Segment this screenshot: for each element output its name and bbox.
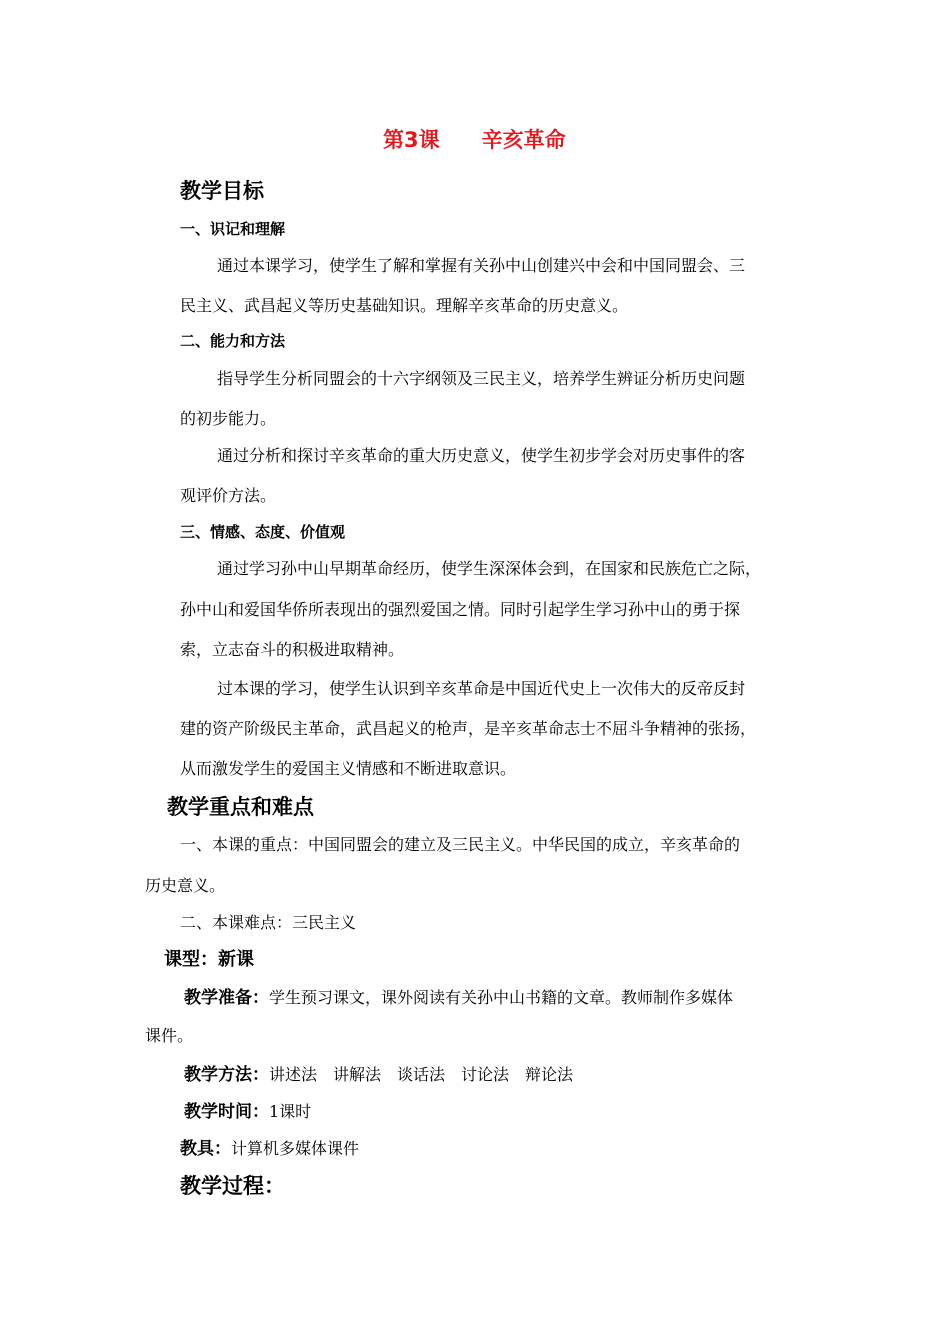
prep-row — [184, 983, 733, 1008]
paragraph-line: 通过学习孙中山早期革命经历，使学生深深体会到，在国家和民族危亡之际， — [217, 559, 762, 578]
tools-label: 教具： — [180, 1139, 231, 1159]
time-value: 1课时 — [269, 1102, 312, 1121]
paragraph-line: 的初步能力。 — [180, 409, 277, 428]
prep-value: 学生预习课文，课外阅读有关孙中山书籍的文章。教师制作多媒体 — [269, 988, 734, 1007]
paragraph-line: 一、本课的重点：中国同盟会的建立及三民主义。中华民国的成立，辛亥革命的 — [180, 835, 741, 854]
objectives-heading: 教学目标 — [180, 179, 264, 203]
method-value: 讲述法 讲解法 谈话法 讨论法 辩论法 — [269, 1065, 574, 1084]
lesson-type: 课型：新课 — [164, 949, 254, 970]
paragraph-line: 建的资产阶级民主革命，武昌起义的枪声，是辛亥革命志士不屈斗争精神的张扬， — [180, 719, 757, 738]
tools-value: 计算机多媒体课件 — [231, 1139, 360, 1158]
objective-section-1-heading: 一、识记和理解 — [180, 220, 286, 238]
process-heading: 教学过程： — [180, 1174, 285, 1198]
paragraph-line: 通过本课学习，使学生了解和掌握有关孙中山创建兴中会和中国同盟会、三 — [217, 256, 746, 275]
paragraph-line: 通过分析和探讨辛亥革命的重大历史意义，使学生初步学会对历史事件的客 — [217, 446, 746, 465]
paragraph-line: 二、本课难点：三民主义 — [180, 913, 357, 932]
objective-section-3-heading: 三、情感、态度、价值观 — [180, 523, 346, 541]
paragraph-line: 观评价方法。 — [180, 486, 277, 505]
prep-label: 教学准备： — [184, 988, 269, 1008]
method-label: 教学方法： — [184, 1065, 269, 1085]
paragraph-line: 课件。 — [145, 1026, 194, 1045]
paragraph-line: 孙中山和爱国华侨所表现出的强烈爱国之情。同时引起学生学习孙中山的勇于探 — [180, 600, 741, 619]
keypoints-heading: 教学重点和难点 — [167, 795, 314, 819]
lesson-title: 第3课 辛亥革命 — [383, 128, 566, 152]
paragraph-line: 指导学生分析同盟会的十六字纲领及三民主义，培养学生辨证分析历史问题 — [217, 369, 746, 388]
paragraph-line: 索，立志奋斗的积极进取精神。 — [180, 640, 405, 659]
method-row — [184, 1060, 573, 1085]
paragraph-line: 历史意义。 — [145, 876, 226, 895]
paragraph-line: 过本课的学习，使学生认识到辛亥革命是中国近代史上一次伟大的反帝反封 — [217, 679, 746, 698]
tools-row — [180, 1134, 359, 1159]
objective-section-2-heading: 二、能力和方法 — [180, 332, 286, 350]
time-row — [184, 1097, 311, 1122]
paragraph-line: 民主义、武昌起义等历史基础知识。理解辛亥革命的历史意义。 — [180, 296, 629, 315]
paragraph-line: 从而激发学生的爱国主义情感和不断进取意识。 — [180, 759, 517, 778]
time-label: 教学时间： — [184, 1102, 269, 1122]
